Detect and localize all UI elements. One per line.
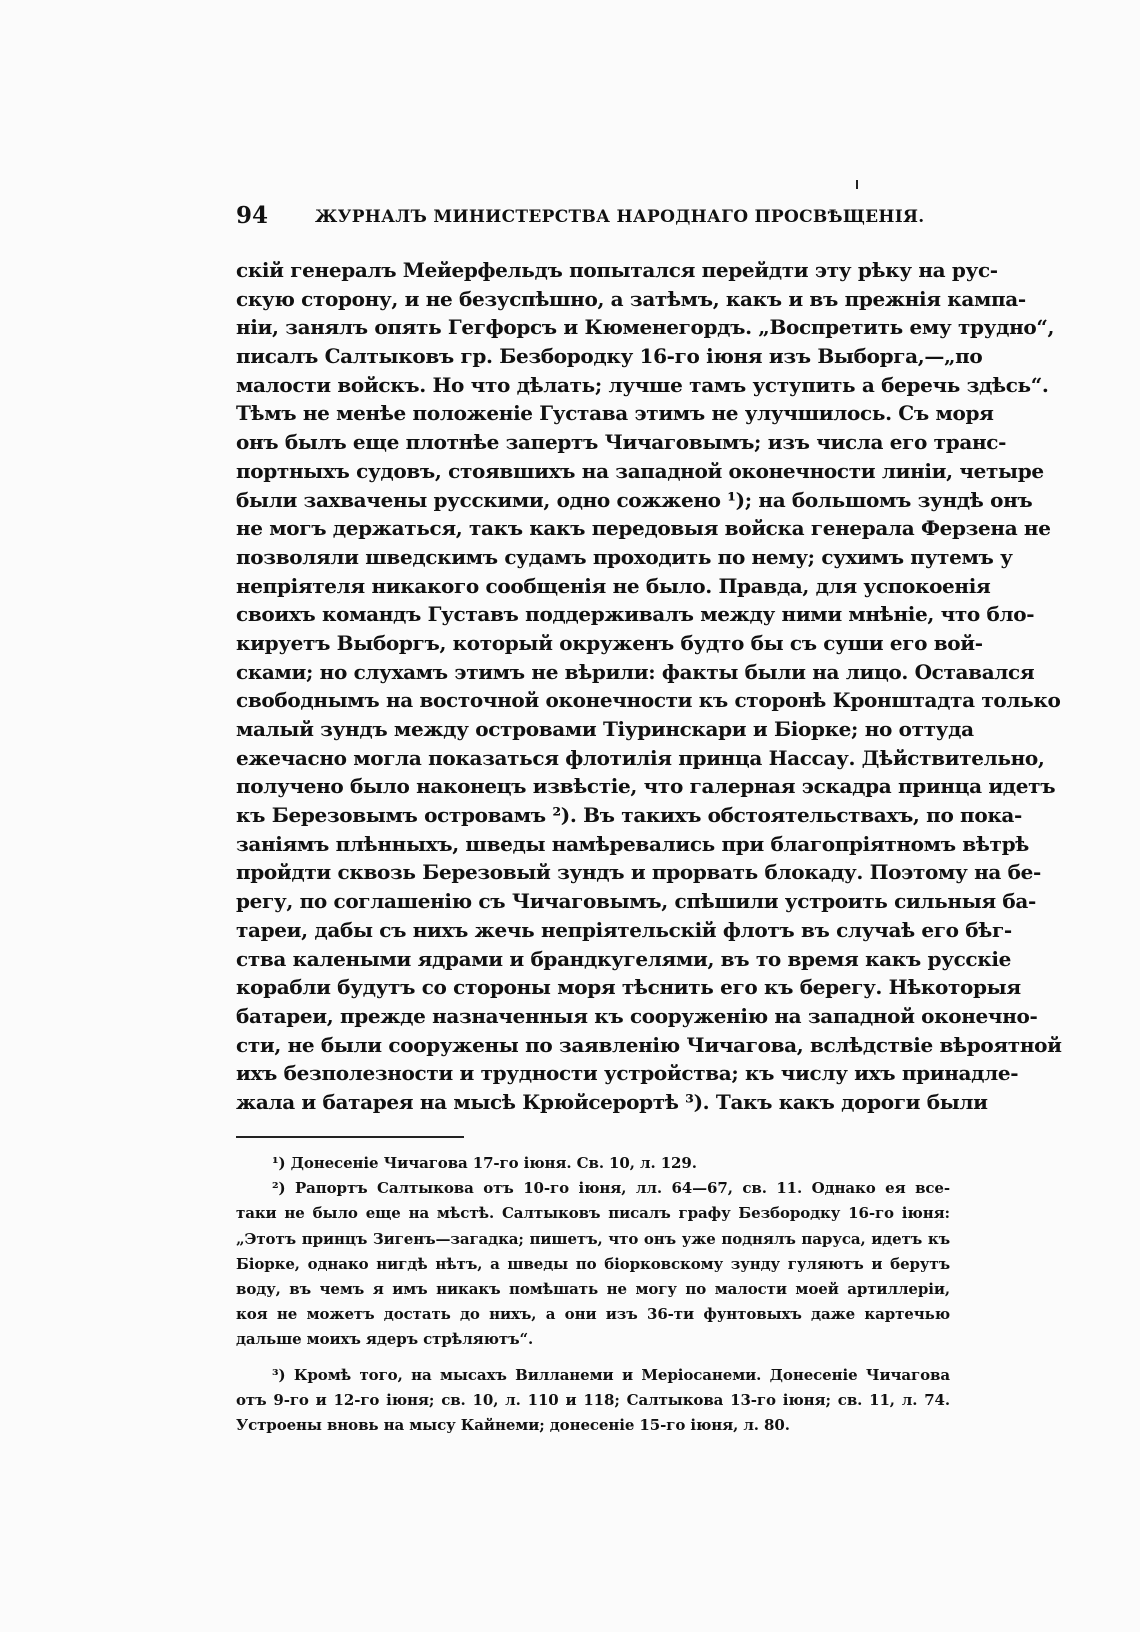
footnote-2-line: „Этотъ принцъ Зигенъ—загадка; пишетъ, что онъ уже поднялъ паруса, идетъ къ	[236, 1229, 950, 1248]
text-line: онъ былъ еще плотнѣе запертъ Чичаговымъ; изъ числа его транс-	[236, 430, 1007, 455]
text-line: корабли будутъ со стороны моря тѣснить его къ берегу. Нѣкоторыя	[236, 975, 1021, 1000]
text-line: малости войскъ. Но что дѣлать; лучше тамъ уступить а беречь здѣсь“.	[236, 372, 1049, 397]
footnotes	[236, 1151, 950, 1438]
footnote-3-line: Устроены вновь на мысу Кайнеми; донесеніе 15-го іюня, л. 80.	[236, 1415, 790, 1434]
print-speck	[856, 180, 858, 189]
text-line: писалъ Салтыковъ гр. Безбородку 16-го іюня изъ Выборга,—„по	[236, 344, 983, 369]
text-line: ства калеными ядрами и брандкугелями, въ то время какъ русскіе	[236, 946, 1011, 971]
footnote-2-line: воду, въ чемъ я имъ никакъ помѣшать не могу по малости моей артиллеріи,	[236, 1279, 950, 1298]
footnote-gap	[236, 1353, 950, 1363]
page-number: 94	[236, 202, 269, 229]
text-line: своихъ командъ Густавъ поддерживалъ между ними мнѣніе, что бло-	[236, 602, 1035, 627]
text-line: непріятеля никакого сообщенія не было. Правда, для успокоенія	[236, 573, 991, 598]
text-line: были захвачены русскими, одно сожжено ¹); на большомъ зундѣ онъ	[236, 487, 1033, 512]
text-line: портныхъ судовъ, стоявшихъ на западной оконечности линіи, четыре	[236, 458, 1044, 483]
text-line: батареи, прежде назначенныя къ сооруженію на западной оконечно-	[236, 1003, 1038, 1028]
text-line: получено было наконецъ извѣстіе, что галерная эскадра принца идетъ	[236, 774, 1056, 799]
text-line: жала и батарея на мысѣ Крюйсерортѣ ³). Такъ какъ дороги были	[236, 1089, 988, 1114]
running-head	[236, 202, 925, 238]
footnote-2-line: ²) Рапортъ Салтыкова отъ 10-го іюня, лл. 64—67, св. 11. Однако ея все-	[272, 1179, 950, 1198]
footnote-3-line: отъ 9-го и 12-го іюня; св. 10, л. 110 и 118; Салтыкова 13-го іюня; св. 11, л. 74.	[236, 1390, 950, 1409]
text-line: ихъ безполезности и трудности устройства; къ числу ихъ принадле-	[236, 1061, 1019, 1086]
footnote-2-line: коя не можетъ достать до нихъ, а они изъ 36-ти фунтовыхъ даже картечью	[236, 1305, 950, 1324]
text-line: Тѣмъ не менѣе положеніе Густава этимъ не улучшилось. Съ моря	[236, 401, 994, 426]
text-line: къ Березовымъ островамъ ²). Въ такихъ обстоятельствахъ, по пока-	[236, 803, 1022, 828]
text-line: не могъ держаться, такъ какъ передовыя войска генерала Ферзена не	[236, 516, 1051, 541]
footnote-2-line: Біорке, однако нигдѣ нѣтъ, а шведы по біорковскому зунду гуляютъ и берутъ	[236, 1254, 950, 1273]
footnote-divider	[236, 1136, 464, 1138]
footnote-2-line: дальше моихъ ядеръ стрѣляютъ“.	[236, 1330, 534, 1349]
footnote-2-line: таки не было еще на мѣстѣ. Салтыковъ писалъ графу Безбородку 16-го іюня:	[236, 1204, 950, 1223]
journal-title: ЖУРНАЛЪ МИНИСТЕРСТВА НАРОДНАГО ПРОСВѢЩЕНІЯ.	[315, 207, 925, 227]
text-line: кируетъ Выборгъ, который окруженъ будто бы съ суши его вой-	[236, 630, 983, 655]
text-line: ежечасно могла показаться флотилія принца Нассау. Дѣйствительно,	[236, 745, 1045, 770]
text-line: регу, по соглашенію съ Чичаговымъ, спѣшили устроить сильныя ба-	[236, 889, 1036, 914]
text-line: малый зундъ между островами Тіуринскари и Біорке; но оттуда	[236, 717, 974, 741]
text-line: сти, не были сооружены по заявленію Чичагова, вслѣдствіе вѣроятной	[236, 1032, 1062, 1057]
text-line: скій генералъ Мейерфельдъ попытался перейдти эту рѣку на рус-	[236, 258, 998, 282]
text-line: скую сторону, и не безуспѣшно, а затѣмъ, какъ и въ прежнія кампа-	[236, 286, 1026, 311]
text-line: тареи, дабы съ нихъ жечь непріятельскій флотъ въ случаѣ его бѣг-	[236, 917, 1012, 942]
text-line: заніямъ плѣнныхъ, шведы намѣревались при благопріятномъ вѣтрѣ	[236, 831, 1029, 856]
text-line: позволяли шведскимъ судамъ проходить по нему; сухимъ путемъ у	[236, 544, 1013, 569]
text-line: свободнымъ на восточной оконечности къ сторонѣ Кронштадта только	[236, 688, 1061, 713]
text-line: сками; но слухамъ этимъ не вѣрили: факты были на лицо. Оставался	[236, 659, 1035, 684]
text-line: ніи, занялъ опять Гегфорсъ и Кюменегордъ. „Воспретить ему трудно“,	[236, 315, 1055, 340]
footnote-1-line: ¹) Донесеніе Чичагова 17-го іюня. Св. 10, л. 129.	[272, 1154, 697, 1172]
text-line: пройдти сквозь Березовый зундъ и прорвать блокаду. Поэтому на бе-	[236, 860, 1041, 885]
main-text	[236, 256, 1062, 1117]
footnote-3-line: ³) Кромѣ того, на мысахъ Вилланеми и Меріосанеми. Донесеніе Чичагова	[272, 1365, 950, 1384]
